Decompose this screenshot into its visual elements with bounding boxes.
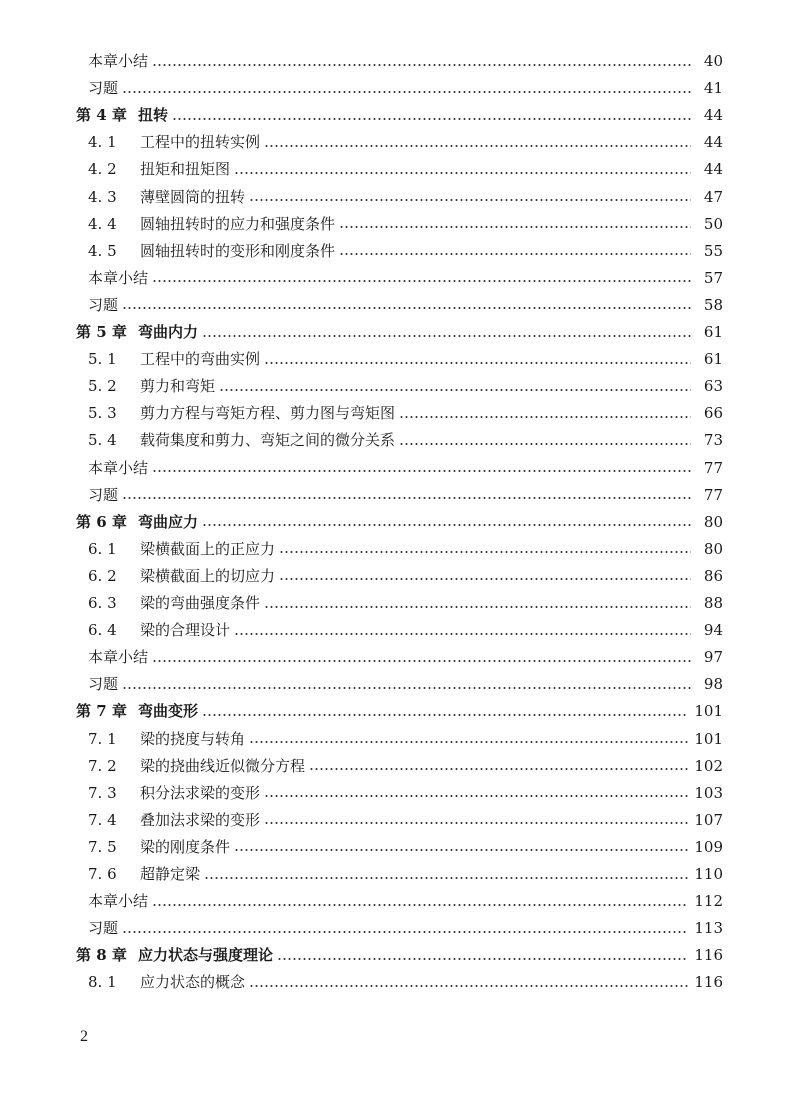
toc-section-entry <box>88 75 723 102</box>
dot-leader <box>234 172 691 174</box>
dot-leader <box>264 822 688 824</box>
toc-entry-number: 5. 3 <box>88 404 117 423</box>
toc-entry-page: 44 <box>703 133 723 152</box>
toc-entry-title: 工程中的扭转实例 <box>140 133 261 152</box>
dot-leader <box>202 524 691 526</box>
toc-section-entry <box>88 536 723 563</box>
toc-section-entry <box>88 644 723 671</box>
dot-leader <box>264 606 691 608</box>
dot-leader <box>339 226 691 228</box>
toc-section-entry <box>88 726 723 753</box>
dot-leader <box>152 470 691 472</box>
toc-entry-title: 应力状态与强度理论 <box>138 946 274 965</box>
toc-entry-number: 4. 2 <box>88 160 117 179</box>
toc-entry-number: 8. 1 <box>88 973 117 992</box>
toc-section-entry <box>88 780 723 807</box>
toc-section-entry <box>88 861 723 888</box>
toc-section-entry <box>88 265 723 292</box>
toc-entry-title: 本章小结 <box>88 52 149 70</box>
toc-entry-page: 66 <box>703 404 723 423</box>
toc-entry-title: 积分法求梁的变形 <box>140 783 261 802</box>
toc-entry-number: 4. 1 <box>88 133 117 152</box>
toc-entry-page: 58 <box>703 295 723 314</box>
dot-leader <box>249 985 688 987</box>
toc-section-entry <box>88 915 723 942</box>
toc-entry-number: 5. 2 <box>88 377 117 396</box>
toc-entry-title: 弯曲内力 <box>138 323 199 341</box>
toc-section-entry <box>88 129 723 156</box>
toc-entry-number: 第 4 章 <box>76 106 127 125</box>
toc-section-entry <box>88 563 723 590</box>
toc-entry-number: 7. 1 <box>88 729 117 748</box>
toc-entry-number: 第 6 章 <box>76 512 127 531</box>
toc-entry-page: 116 <box>694 973 723 992</box>
toc-entry-page: 73 <box>703 431 723 450</box>
toc-entry-page: 41 <box>703 79 723 98</box>
dot-leader <box>264 145 691 147</box>
dot-leader <box>399 416 691 418</box>
dot-leader <box>264 362 691 364</box>
dot-leader <box>277 958 688 960</box>
toc-entry-page: 77 <box>703 458 723 477</box>
toc-section-entry <box>88 807 723 834</box>
dot-leader <box>202 335 691 337</box>
toc-entry-number: 5. 4 <box>88 431 117 450</box>
dot-leader <box>122 91 691 93</box>
toc-entry-page: 107 <box>694 810 723 829</box>
toc-entry-page: 77 <box>703 485 723 504</box>
dot-leader <box>309 768 688 770</box>
toc-section-entry <box>88 969 723 996</box>
toc-entry-title: 载荷集度和剪力、弯矩之间的微分关系 <box>140 431 396 450</box>
toc-section-entry <box>88 292 723 319</box>
dot-leader <box>122 687 691 689</box>
toc-entry-title: 梁横截面上的正应力 <box>140 539 276 558</box>
toc-entry-number: 7. 4 <box>88 810 117 829</box>
toc-section-entry <box>88 400 723 427</box>
toc-section-entry <box>88 48 723 75</box>
toc-chapter-entry <box>76 509 723 536</box>
toc-entry-page: 44 <box>703 106 723 125</box>
toc-entry-number: 6. 2 <box>88 566 117 585</box>
dot-leader <box>219 389 691 391</box>
toc-entry-title: 叠加法求梁的变形 <box>140 810 261 829</box>
toc-entry-title: 弯曲应力 <box>138 512 199 531</box>
dot-leader <box>234 633 691 635</box>
toc-entry-page: 50 <box>703 214 723 233</box>
toc-entry-title: 梁的弯曲强度条件 <box>140 594 261 612</box>
toc-entry-title: 梁的合理设计 <box>140 621 231 640</box>
dot-leader <box>339 253 691 255</box>
toc-entry-page: 80 <box>703 512 723 531</box>
toc-section-entry <box>88 834 723 861</box>
toc-entry-page: 44 <box>703 160 723 179</box>
dot-leader <box>249 741 688 743</box>
toc-entry-title: 梁的刚度条件 <box>140 837 231 856</box>
toc-section-entry <box>88 888 723 915</box>
toc-entry-page: 101 <box>694 729 723 748</box>
toc-entry-page: 80 <box>703 539 723 558</box>
toc-entry-page: 88 <box>703 594 723 612</box>
toc-entry-page: 113 <box>694 919 723 938</box>
toc-entry-number: 第 5 章 <box>76 323 127 341</box>
toc-section-entry <box>88 156 723 183</box>
toc-entry-title: 剪力和弯矩 <box>140 377 216 396</box>
toc-entry-page: 63 <box>703 377 723 396</box>
dot-leader <box>279 551 691 553</box>
toc-section-entry <box>88 373 723 400</box>
toc-entry-title: 薄壁圆筒的扭转 <box>140 187 246 206</box>
toc-entry-title: 习题 <box>88 485 119 504</box>
toc-entry-page: 94 <box>703 621 723 640</box>
toc-entry-title: 工程中的弯曲实例 <box>140 350 261 369</box>
toc-section-entry <box>88 482 723 509</box>
toc-section-entry <box>88 184 723 211</box>
toc-entry-number: 5. 1 <box>88 350 117 369</box>
toc-entry-title: 习题 <box>88 919 119 938</box>
toc-entry-title: 梁的挠曲线近似微分方程 <box>140 756 306 775</box>
toc-entry-title: 习题 <box>88 295 119 314</box>
dot-leader <box>234 849 688 851</box>
toc-entry-number: 6. 1 <box>88 539 117 558</box>
toc-section-entry <box>88 590 723 617</box>
toc-entry-title: 梁横截面上的切应力 <box>140 566 276 585</box>
toc-entry-page: 112 <box>694 892 723 911</box>
toc-entry-number: 4. 3 <box>88 187 117 206</box>
toc-section-entry <box>88 753 723 780</box>
toc-entry-page: 55 <box>703 241 723 260</box>
toc-section-entry <box>88 427 723 454</box>
toc-chapter-entry <box>76 102 723 129</box>
toc-entry-page: 47 <box>703 187 723 206</box>
toc-entry-page: 86 <box>703 566 723 585</box>
toc-entry-page: 40 <box>703 52 723 70</box>
toc-entry-number: 第 8 章 <box>76 946 127 965</box>
dot-leader <box>152 660 691 662</box>
toc-entry-title: 扭矩和扭矩图 <box>140 160 231 179</box>
dot-leader <box>122 931 688 933</box>
toc-section-entry <box>88 346 723 373</box>
dot-leader <box>172 118 691 120</box>
dot-leader <box>279 578 691 580</box>
toc-entry-page: 102 <box>694 756 723 775</box>
toc-entry-title: 弯曲变形 <box>138 702 199 721</box>
toc-section-entry <box>88 617 723 644</box>
dot-leader <box>204 877 688 879</box>
toc-entry-title: 习题 <box>88 79 119 98</box>
toc-entry-page: 110 <box>694 865 723 883</box>
toc-entry-number: 4. 4 <box>88 214 117 233</box>
toc-entry-title: 本章小结 <box>88 458 149 477</box>
toc-entry-page: 116 <box>694 946 723 965</box>
toc-entry-title: 应力状态的概念 <box>140 973 246 992</box>
toc-entry-page: 97 <box>703 648 723 667</box>
toc-entry-title: 圆轴扭转时的变形和刚度条件 <box>140 241 336 260</box>
dot-leader <box>122 497 691 499</box>
dot-leader <box>202 714 688 716</box>
dot-leader <box>264 795 688 797</box>
toc-section-entry <box>88 238 723 265</box>
toc-entry-title: 梁的挠度与转角 <box>140 729 246 748</box>
toc-entry-page: 109 <box>694 837 723 856</box>
toc-entry-page: 101 <box>694 702 723 721</box>
toc-entry-number: 4. 5 <box>88 241 117 260</box>
toc-entry-title: 圆轴扭转时的应力和强度条件 <box>140 214 336 233</box>
toc-entry-title: 扭转 <box>138 106 169 125</box>
toc-entry-number: 6. 3 <box>88 594 117 612</box>
toc-entry-number: 6. 4 <box>88 621 117 640</box>
toc-section-entry <box>88 455 723 482</box>
toc-entry-title: 本章小结 <box>88 648 149 667</box>
toc-entry-title: 剪力方程与弯矩方程、剪力图与弯矩图 <box>140 404 396 423</box>
toc-section-entry <box>88 671 723 698</box>
toc-entry-number: 7. 6 <box>88 865 117 883</box>
toc-chapter-entry <box>76 698 723 725</box>
page-number: 2 <box>80 1028 88 1045</box>
toc-entry-page: 61 <box>703 323 723 341</box>
dot-leader <box>152 904 688 906</box>
toc-entry-title: 习题 <box>88 675 119 694</box>
dot-leader <box>152 64 691 66</box>
toc-entry-page: 61 <box>703 350 723 369</box>
dot-leader <box>399 443 691 445</box>
dot-leader <box>249 199 691 201</box>
toc-entry-number: 7. 2 <box>88 756 117 775</box>
toc-entry-page: 103 <box>694 783 723 802</box>
toc-entry-number: 7. 3 <box>88 783 117 802</box>
toc-chapter-entry <box>76 319 723 346</box>
toc-entry-number: 7. 5 <box>88 837 117 856</box>
dot-leader <box>122 307 691 309</box>
toc-entry-page: 57 <box>703 268 723 287</box>
toc-entry-page: 98 <box>703 675 723 694</box>
dot-leader <box>152 280 691 282</box>
toc-entry-title: 本章小结 <box>88 268 149 287</box>
toc-entry-title: 本章小结 <box>88 892 149 911</box>
toc-section-entry <box>88 211 723 238</box>
toc-chapter-entry <box>76 942 723 969</box>
toc-entry-number: 第 7 章 <box>76 702 127 721</box>
toc-entry-title: 超静定梁 <box>140 865 201 883</box>
